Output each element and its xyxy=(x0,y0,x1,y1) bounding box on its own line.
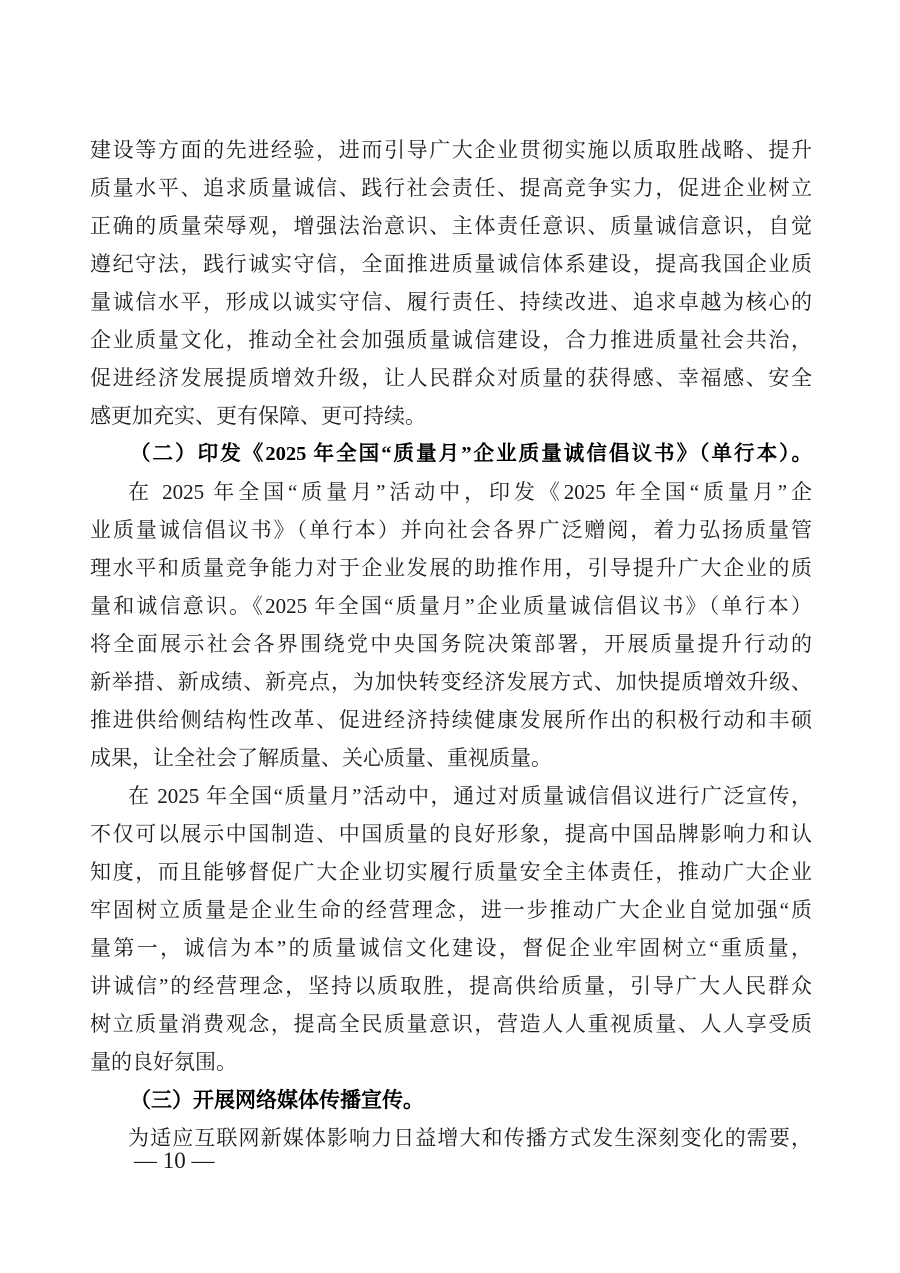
text-line: 知度，而且能够督促广大企业切实履行质量安全主体责任，推动广大企业 xyxy=(90,860,812,884)
text-line: 企业质量文化，推动全社会加强质量诚信建设，合力推进质量社会共治， xyxy=(90,328,812,352)
text-line: 在 2025 年全国“质量月”活动中，印发《2025 年全国“质量月”企 xyxy=(128,480,812,504)
text-line: 促进经济发展提质增效升级，让人民群众对质量的获得感、幸福感、安全 xyxy=(90,366,812,390)
text-line: 将全面展示社会各界围绕党中央国务院决策部署，开展质量提升行动的 xyxy=(90,632,812,656)
page-number: — 10 — xyxy=(134,1148,215,1173)
text-line: 量第一，诚信为本”的质量诚信文化建设，督促企业牢固树立“重质量， xyxy=(90,936,812,960)
document-body xyxy=(90,131,812,1157)
text-line: 建设等方面的先进经验，进而引导广大企业贯彻实施以质取胜战略、提升 xyxy=(90,138,812,162)
text-line: 业质量诚信倡议书》（单行本）并向社会各界广泛赠阅，着力弘扬质量管 xyxy=(90,518,812,542)
text-line: 量和诚信意识。《2025 年全国“质量月”企业质量诚信倡议书》（单行本） xyxy=(90,594,812,618)
text-line: 牢固树立质量是企业生命的经营理念，进一步推动广大企业自觉加强“质 xyxy=(90,898,812,922)
text-line: 为适应互联网新媒体影响力日益增大和传播方式发生深刻变化的需要， xyxy=(128,1126,812,1150)
section-heading: （三）开展网络媒体传播宣传。 xyxy=(130,1088,424,1112)
text-line: 讲诚信”的经营理念，坚持以质取胜，提高供给质量，引导广大人民群众 xyxy=(90,974,812,998)
text-line: 新举措、新成绩、新亮点，为加快转变经济发展方式、加快提质增效升级、 xyxy=(90,670,812,694)
text-line: 不仅可以展示中国制造、中国质量的良好形象，提高中国品牌影响力和认 xyxy=(90,822,812,846)
text-line: 质量水平、追求质量诚信、践行社会责任、提高竞争实力，促进企业树立 xyxy=(90,176,812,200)
text-line: 量的良好氛围。 xyxy=(90,1050,237,1074)
text-line: 树立质量消费观念，提高全民质量意识，营造人人重视质量、人人享受质 xyxy=(90,1012,812,1036)
text-line: 遵纪守法，践行诚实守信，全面推进质量诚信体系建设，提高我国企业质 xyxy=(90,252,812,276)
text-line: 正确的质量荣辱观，增强法治意识、主体责任意识、质量诚信意识，自觉 xyxy=(90,214,812,238)
text-line: 在 2025 年全国“质量月”活动中，通过对质量诚信倡议进行广泛宣传， xyxy=(128,784,812,808)
section-heading: （二）印发《2025 年全国“质量月”企业质量诚信倡议书》（单行本）。 xyxy=(130,443,812,465)
text-line: 量诚信水平，形成以诚实守信、履行责任、持续改进、追求卓越为核心的 xyxy=(90,290,812,314)
text-line: 推进供给侧结构性改革、促进经济持续健康发展所作出的积极行动和丰硕 xyxy=(90,708,812,732)
text-line: 感更加充实、更有保障、更可持续。 xyxy=(90,404,426,428)
text-line: 理水平和质量竞争能力对于企业发展的助推作用，引导提升广大企业的质 xyxy=(90,556,812,580)
text-line: 成果，让全社会了解质量、关心质量、重视质量。 xyxy=(90,746,552,770)
